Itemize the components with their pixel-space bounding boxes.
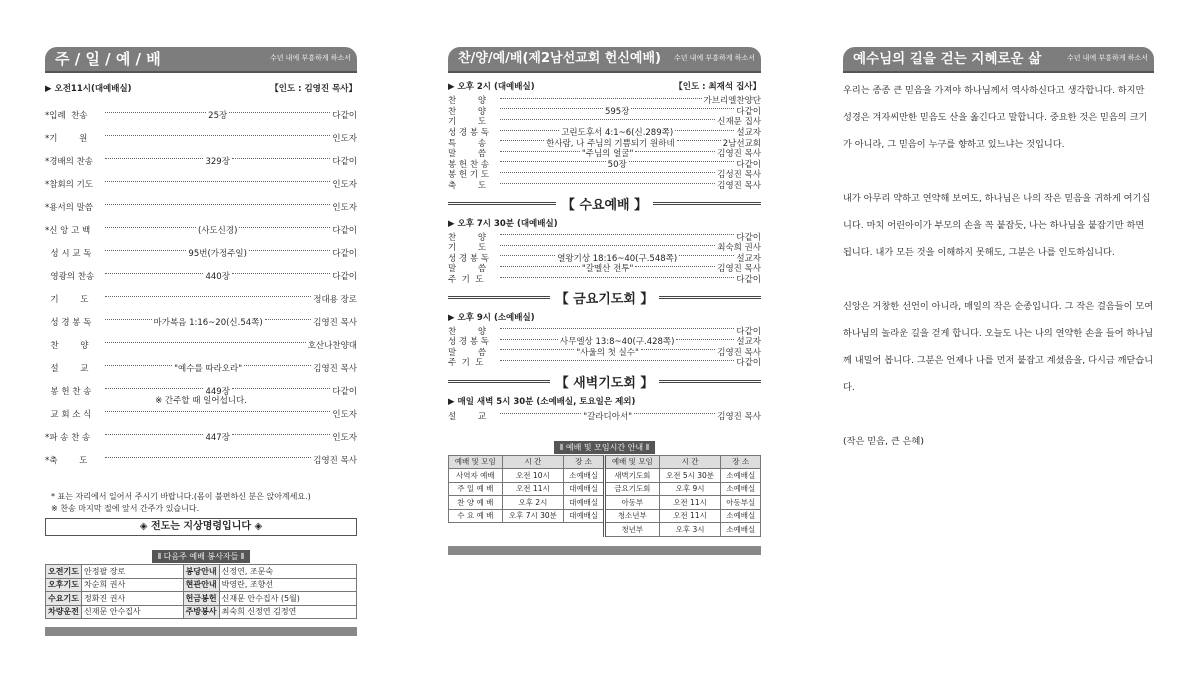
servers-name: 신정연, 조문숙 bbox=[219, 565, 356, 579]
schedule-row bbox=[449, 496, 761, 510]
schedule-header: 시 간 bbox=[502, 455, 564, 469]
order-leader: 김영진 목사 bbox=[717, 264, 761, 274]
leader-dots bbox=[500, 266, 580, 267]
schedule-cell: 사역자 예배 bbox=[449, 469, 503, 483]
schedule-header: 예배 및 모임 bbox=[449, 455, 503, 469]
order-content: (사도신경) bbox=[197, 225, 238, 236]
leader-dots bbox=[232, 388, 330, 389]
order-label: 설 교 bbox=[45, 363, 89, 374]
praise-header-subtitle: 수년 내에 부흥하게 하소서 bbox=[673, 54, 755, 62]
sunday-header-title: 주 / 일 / 예 / 배 bbox=[55, 50, 161, 68]
footer-bar bbox=[448, 546, 761, 555]
servers-name: 안정팔 장로 bbox=[82, 565, 184, 579]
order-label: 기 도 bbox=[448, 117, 487, 127]
leader-dots bbox=[634, 413, 715, 414]
meditation-header bbox=[843, 47, 1154, 71]
order-leader: 다같이 bbox=[736, 275, 761, 285]
leader-dots bbox=[500, 339, 558, 340]
leader-dots bbox=[232, 158, 330, 159]
schedule-cell: 오전 10시 bbox=[502, 469, 564, 483]
leader-dots bbox=[105, 342, 306, 343]
leader-dots bbox=[500, 98, 702, 99]
order-leader: 다같이 bbox=[736, 159, 761, 170]
schedule-header: 장 소 bbox=[721, 455, 761, 469]
order-leader: 다같이 bbox=[736, 326, 761, 336]
order-label: *기 원 bbox=[45, 133, 88, 144]
meditation-paragraph: 우리는 종종 큰 믿음을 가져야 하나님께서 역사하신다고 생각합니다. 하지만 성경은 겨자씨만한 믿음도 산을 옮긴다고 말합니다. 중요한 것은 믿음의 크기가 아니라, 그 믿음이 누구를 향하고 있느냐는 것입니다. bbox=[843, 85, 1148, 150]
sunday-order-list bbox=[45, 103, 357, 471]
wednesday-service-time: ▶ 오후 7시 30분 (대예배실) bbox=[448, 219, 558, 230]
leader-dots bbox=[635, 151, 715, 152]
offering-note: ※ 간주할 때 일어섭니다. bbox=[155, 396, 247, 406]
servers-role: 현관안내 bbox=[183, 578, 219, 592]
leader-dots bbox=[675, 130, 734, 131]
order-row bbox=[45, 172, 357, 195]
praise-service-time: ▶ 오후 2시 (대예배실) bbox=[448, 82, 535, 92]
order-label: 말 씀 bbox=[448, 149, 487, 159]
order-row bbox=[448, 180, 761, 191]
leader-dots bbox=[500, 119, 715, 120]
schedule-cell: 오후 9시 bbox=[659, 482, 721, 496]
order-content: 25장 bbox=[208, 110, 228, 121]
schedule-table bbox=[448, 455, 761, 537]
order-label: 성 경 봉 독 bbox=[45, 317, 92, 328]
leader-dots bbox=[105, 411, 330, 412]
order-row bbox=[45, 310, 357, 333]
servers-role: 수요기도 bbox=[46, 592, 82, 606]
leader-dots bbox=[500, 234, 734, 235]
order-leader: 인도자 bbox=[332, 202, 357, 213]
leader-dots bbox=[105, 112, 206, 113]
schedule-cell: 대예배실 bbox=[564, 482, 605, 496]
dawn-title-line bbox=[448, 372, 761, 391]
order-content: "주님의 얼굴" bbox=[581, 149, 634, 159]
order-row bbox=[45, 287, 357, 310]
leader-dots bbox=[500, 328, 734, 329]
leader-dots bbox=[239, 227, 330, 228]
order-label: 성 경 봉 독 bbox=[448, 337, 489, 347]
leader-dots bbox=[105, 181, 330, 182]
order-row bbox=[448, 325, 761, 336]
schedule-cell: 대예배실 bbox=[564, 496, 605, 510]
order-label: 기 도 bbox=[448, 243, 487, 253]
order-content: "갈라디아서" bbox=[583, 411, 633, 422]
schedule-cell: 오후 3시 bbox=[659, 523, 721, 537]
servers-role: 봉당안내 bbox=[183, 565, 219, 579]
leader-dots bbox=[631, 108, 734, 109]
order-leader: 김영진 목사 bbox=[717, 149, 761, 159]
schedule-title: ⫴ 예배 및 모임시간 안내 ⫴ bbox=[554, 441, 655, 454]
order-content: "갈멜산 전투" bbox=[581, 264, 634, 274]
order-row bbox=[448, 127, 761, 138]
sunday-header bbox=[45, 47, 357, 71]
order-content: 열왕기상 18:16~40(구.548쪽) bbox=[557, 253, 678, 264]
order-label: 봉 헌 찬 송 bbox=[448, 159, 489, 170]
order-leader: 김영진 목사 bbox=[717, 411, 761, 422]
leader-dots bbox=[676, 339, 734, 340]
order-leader: 김영진 목사 bbox=[717, 181, 761, 191]
order-label: 성 경 봉 독 bbox=[448, 253, 489, 264]
leader-dots bbox=[500, 413, 581, 414]
leader-dots bbox=[232, 434, 330, 435]
order-leader: 김영진 목사 bbox=[313, 317, 357, 328]
order-label: 특 송 bbox=[448, 138, 487, 148]
sunday-notes bbox=[45, 491, 357, 515]
order-row bbox=[45, 264, 357, 287]
praise-leader: 【인도 : 최재석 집사】 bbox=[674, 82, 761, 92]
praise-service-column bbox=[448, 47, 761, 555]
order-leader: 설교자 bbox=[736, 253, 761, 264]
order-content: 440장 bbox=[205, 271, 230, 282]
leader-dots bbox=[500, 151, 580, 152]
schedule-cell: 소예배실 bbox=[721, 523, 761, 537]
leader-dots bbox=[105, 296, 311, 297]
order-row bbox=[45, 126, 357, 149]
schedule-cell: 청년부 bbox=[604, 523, 659, 537]
order-content: 고린도후서 4:1~6(신.289쪽) bbox=[561, 128, 674, 138]
order-leader: 다같이 bbox=[332, 110, 357, 121]
order-row bbox=[448, 274, 761, 285]
order-content: "사울의 첫 실수" bbox=[576, 347, 639, 358]
meditation-paragraph: 신앙은 거창한 선언이 아니라, 매일의 작은 순종입니다. 그 작은 걸음들이 모여 하나님의 놀라운 길을 걷게 합니다. 오늘도 나는 나의 연약한 손을 들어 하나님께 내밀어 봅니다. 그분은 언제나 나를 먼저 붙잡고 계셨음을, 다시금 깨닫습니다. bbox=[843, 301, 1154, 393]
order-row bbox=[45, 425, 357, 448]
servers-name: 신재문 안수집사 (5월) bbox=[219, 592, 356, 606]
leader-dots bbox=[105, 227, 196, 228]
schedule-cell: 대예배실 bbox=[564, 509, 605, 523]
schedule-cell: 소예배실 bbox=[721, 509, 761, 523]
order-label: 찬 양 bbox=[448, 96, 487, 106]
leader-dots bbox=[635, 266, 715, 267]
order-content: 한사람, 나 주님의 기쁨되기 원하네 bbox=[546, 138, 675, 148]
order-leader: 다같이 bbox=[736, 232, 761, 242]
schedule-cell: 청소년부 bbox=[604, 509, 659, 523]
leader-dots bbox=[105, 158, 203, 159]
leader-dots bbox=[265, 319, 312, 320]
order-content: 95번(가정주일) bbox=[188, 248, 247, 259]
order-leader: 김성진 목사 bbox=[717, 170, 761, 180]
order-row bbox=[448, 242, 761, 253]
schedule-cell: 오전 11시 bbox=[502, 482, 564, 496]
order-label: 찬 양 bbox=[448, 232, 487, 242]
dawn-order-list bbox=[448, 409, 761, 423]
order-label: *경배의 찬송 bbox=[45, 156, 94, 167]
order-label: 찬 양 bbox=[448, 326, 487, 336]
servers-role: 헌금봉헌 bbox=[183, 592, 219, 606]
mission-text: ◈ 전도는 지상명령입니다 ◈ bbox=[139, 521, 263, 532]
servers-name: 박영란, 조향선 bbox=[219, 578, 356, 592]
order-leader: 다같이 bbox=[332, 248, 357, 259]
schedule-cell: 소예배실 bbox=[721, 482, 761, 496]
sunday-service-time: ▶ 오전11시(대예배실) bbox=[45, 84, 132, 94]
order-row bbox=[45, 356, 357, 379]
dawn-service-time: ▶ 매일 새벽 5시 30분 (소예배실, 토요일은 제외) bbox=[448, 396, 636, 407]
order-leader: 신재문 집사 bbox=[717, 117, 761, 127]
meditation-paragraph: 내가 아무리 약하고 연약해 보여도, 하나님은 나의 작은 믿음을 귀하게 여기십니다. 마치 어린아이가 부모의 손을 꼭 붙잡듯, 나는 하나님을 붙잡기만 하면 됩니다. 내가 모든 것을 이해하지 못해도, 그분은 나를 인도하십니다. bbox=[843, 193, 1151, 258]
leader-dots bbox=[641, 349, 715, 350]
leader-dots bbox=[500, 161, 606, 162]
order-leader: 김영진 목사 bbox=[717, 347, 761, 358]
leader-dots bbox=[105, 135, 330, 136]
order-content: 329장 bbox=[205, 156, 230, 167]
leader-dots bbox=[500, 277, 734, 278]
sunday-service-column bbox=[45, 47, 357, 636]
servers-role: 오후기도 bbox=[46, 578, 82, 592]
order-label: *입례 찬송 bbox=[45, 110, 88, 121]
order-row bbox=[448, 336, 761, 347]
schedule-cell bbox=[564, 523, 605, 537]
leader-dots bbox=[500, 140, 544, 141]
order-label: 주 기 도 bbox=[448, 275, 484, 285]
order-label: 성 시 교 독 bbox=[45, 248, 92, 259]
schedule-header-row bbox=[449, 455, 761, 469]
leader-dots bbox=[249, 250, 330, 251]
order-content: 449장 bbox=[205, 386, 230, 397]
schedule-cell: 주 일 예 배 bbox=[449, 482, 503, 496]
leader-dots bbox=[500, 183, 715, 184]
order-leader: 설교자 bbox=[736, 337, 761, 347]
servers-row bbox=[46, 592, 357, 606]
order-row bbox=[448, 95, 761, 106]
order-content: 마가복음 1:16~20(신.54쪽) bbox=[153, 317, 263, 328]
schedule-cell: 수 요 예 배 bbox=[449, 509, 503, 523]
servers-row bbox=[46, 565, 357, 579]
order-row bbox=[45, 149, 357, 172]
leader-dots bbox=[229, 112, 330, 113]
order-row bbox=[448, 148, 761, 159]
leader-dots bbox=[629, 161, 735, 162]
order-row bbox=[45, 103, 357, 126]
schedule-cell: 아동부실 bbox=[721, 496, 761, 510]
order-leader: 2남선교회 bbox=[722, 138, 761, 148]
meditation-header-subtitle: 수년 내에 부흥하게 하소서 bbox=[1066, 54, 1148, 62]
praise-header-title: 찬/양/예/배(제2남선교회 헌신예배) bbox=[458, 51, 661, 66]
schedule-header: 예배 및 모임 bbox=[604, 455, 659, 469]
schedule-cell: 금요기도회 bbox=[604, 482, 659, 496]
servers-name: 정화진 권사 bbox=[82, 592, 184, 606]
order-label: 주 기 도 bbox=[448, 358, 484, 368]
friday-title-line bbox=[448, 288, 761, 307]
leader-dots bbox=[679, 255, 734, 256]
order-leader: 인도자 bbox=[332, 179, 357, 190]
order-row bbox=[448, 409, 761, 423]
order-row bbox=[448, 106, 761, 117]
sunday-header-subtitle: 수년 내에 부흥하게 하소서 bbox=[269, 54, 351, 62]
servers-title: ⫴ 다음주 예배 봉사자들 ⫴ bbox=[152, 550, 250, 563]
order-row bbox=[448, 116, 761, 127]
servers-role: 오전기도 bbox=[46, 565, 82, 579]
order-leader: 설교자 bbox=[736, 128, 761, 138]
schedule-cell: 오후 7시 30분 bbox=[502, 509, 564, 523]
friday-order-list bbox=[448, 325, 761, 367]
schedule-cell: 소예배실 bbox=[721, 469, 761, 483]
leader-dots bbox=[677, 140, 721, 141]
order-row bbox=[448, 263, 761, 274]
order-label: *파 송 찬 송 bbox=[45, 432, 91, 443]
order-label: 설 교 bbox=[448, 411, 487, 422]
order-content: 50장 bbox=[607, 159, 627, 170]
leader-dots bbox=[105, 365, 172, 366]
schedule-cell bbox=[502, 523, 564, 537]
leader-dots bbox=[500, 255, 555, 256]
dawn-title: 【 새벽기도회 】 bbox=[555, 375, 654, 391]
order-leader: 다같이 bbox=[736, 358, 761, 368]
leader-dots bbox=[500, 349, 574, 350]
order-label: 말 씀 bbox=[448, 347, 487, 358]
order-label: 성 경 봉 독 bbox=[448, 128, 489, 138]
order-label: 축 도 bbox=[448, 181, 487, 191]
schedule-cell: 오전 11시 bbox=[659, 496, 721, 510]
praise-header bbox=[448, 47, 761, 71]
leader-dots bbox=[244, 365, 311, 366]
schedule-row bbox=[449, 469, 761, 483]
order-leader: 다같이 bbox=[332, 386, 357, 397]
schedule-cell: 오전 5시 30분 bbox=[659, 469, 721, 483]
leader-dots bbox=[105, 250, 186, 251]
schedule-cell: 새벽기도회 bbox=[604, 469, 659, 483]
order-label: *축 도 bbox=[45, 455, 88, 466]
friday-service-time: ▶ 오후 9시 (소예배실) bbox=[448, 313, 535, 324]
order-leader: 김영진 목사 bbox=[313, 455, 357, 466]
order-content: "예수를 따라오라" bbox=[174, 363, 243, 374]
order-leader: 인도자 bbox=[332, 432, 357, 443]
order-row bbox=[45, 448, 357, 471]
order-leader: 김영진 목사 bbox=[313, 363, 357, 374]
schedule-cell bbox=[449, 523, 503, 537]
servers-name: 최숙희 신정연 김정연 bbox=[219, 605, 356, 619]
schedule-cell: 오전 11시 bbox=[659, 509, 721, 523]
order-label: *용서의 말씀 bbox=[45, 202, 94, 213]
order-row bbox=[45, 218, 357, 241]
order-leader: 다같이 bbox=[332, 225, 357, 236]
servers-row bbox=[46, 578, 357, 592]
footer-bar bbox=[45, 627, 357, 636]
order-leader: 최숙희 권사 bbox=[717, 243, 761, 253]
leader-dots bbox=[105, 388, 203, 389]
meditation-column bbox=[843, 47, 1154, 482]
meditation-paragraph: (작은 믿음, 큰 은혜) bbox=[843, 436, 924, 447]
order-label: 교 회 소 식 bbox=[45, 409, 92, 420]
leader-dots bbox=[105, 204, 330, 205]
wednesday-title-line bbox=[448, 194, 761, 213]
schedule-row bbox=[449, 523, 761, 537]
leader-dots bbox=[500, 130, 559, 131]
note-line: * 표는 자리에서 일어서 주시기 바랍니다.(몸이 불편하신 분은 앉아계세요.) bbox=[51, 492, 311, 501]
leader-dots bbox=[105, 273, 203, 274]
order-label: 영광의 찬송 bbox=[45, 271, 95, 282]
schedule-row bbox=[449, 509, 761, 523]
order-row bbox=[45, 195, 357, 218]
order-label: 말 씀 bbox=[448, 264, 487, 274]
meditation-header-title: 예수님의 길을 걷는 지혜로운 삶 bbox=[853, 51, 1042, 67]
order-row bbox=[448, 137, 761, 148]
servers-role: 주방봉사 bbox=[183, 605, 219, 619]
order-content: 447장 bbox=[205, 432, 230, 443]
schedule-cell: 오후 2시 bbox=[502, 496, 564, 510]
leader-dots bbox=[105, 319, 152, 320]
order-row bbox=[448, 231, 761, 242]
leader-dots bbox=[105, 434, 203, 435]
note-line: ※ 찬송 마지막 절에 앞서 간주가 있습니다. bbox=[51, 504, 200, 513]
order-label: *참회의 기도 bbox=[45, 179, 94, 190]
leader-dots bbox=[500, 172, 715, 173]
order-leader: 인도자 bbox=[332, 133, 357, 144]
order-leader: 다같이 bbox=[332, 271, 357, 282]
servers-table bbox=[45, 564, 357, 619]
servers-name: 신재문 안수집사 bbox=[82, 605, 184, 619]
order-row bbox=[448, 357, 761, 368]
schedule-header: 시 간 bbox=[659, 455, 721, 469]
mission-banner bbox=[45, 518, 357, 536]
leader-dots bbox=[232, 273, 330, 274]
order-leader: 호산나찬양대 bbox=[307, 340, 357, 351]
order-leader: 정대용 장로 bbox=[313, 294, 357, 305]
order-row bbox=[448, 347, 761, 358]
order-label: *신 앙 고 백 bbox=[45, 225, 91, 236]
order-row bbox=[448, 169, 761, 180]
servers-role: 차량운전 bbox=[46, 605, 82, 619]
order-label: 봉 헌 기 도 bbox=[448, 170, 489, 180]
meditation-body bbox=[843, 77, 1154, 455]
praise-order-list bbox=[448, 95, 761, 190]
order-label: 봉 헌 찬 송 bbox=[45, 386, 92, 397]
leader-dots bbox=[500, 108, 603, 109]
schedule-header: 장 소 bbox=[564, 455, 605, 469]
order-row bbox=[45, 333, 357, 356]
order-leader: 다같이 bbox=[332, 156, 357, 167]
wednesday-title: 【 수요예배 】 bbox=[561, 198, 648, 214]
servers-name: 차순희 권사 bbox=[82, 578, 184, 592]
sunday-leader: 【인도 : 김영진 목사】 bbox=[270, 84, 357, 94]
order-leader: 다같이 bbox=[736, 106, 761, 117]
leader-dots bbox=[500, 245, 715, 246]
servers-row bbox=[46, 605, 357, 619]
schedule-cell: 아동부 bbox=[604, 496, 659, 510]
order-label: 찬 양 bbox=[45, 340, 89, 351]
order-leader: 인도자 bbox=[332, 409, 357, 420]
schedule-cell: 소예배실 bbox=[564, 469, 605, 483]
schedule-cell: 찬 양 예 배 bbox=[449, 496, 503, 510]
order-row bbox=[448, 253, 761, 264]
order-row bbox=[448, 159, 761, 170]
order-content: 595장 bbox=[604, 106, 630, 117]
leader-dots bbox=[105, 457, 311, 458]
leader-dots bbox=[500, 360, 734, 361]
order-content: 사무엘상 13:8~40(구.428쪽) bbox=[559, 337, 675, 347]
order-row bbox=[45, 241, 357, 264]
order-label: 찬 양 bbox=[448, 106, 487, 117]
schedule-row bbox=[449, 482, 761, 496]
order-leader: 가브리엘찬양단 bbox=[703, 96, 761, 106]
friday-title: 【 금요기도회 】 bbox=[555, 292, 654, 308]
wednesday-order-list bbox=[448, 231, 761, 284]
order-label: 기 도 bbox=[45, 294, 89, 305]
